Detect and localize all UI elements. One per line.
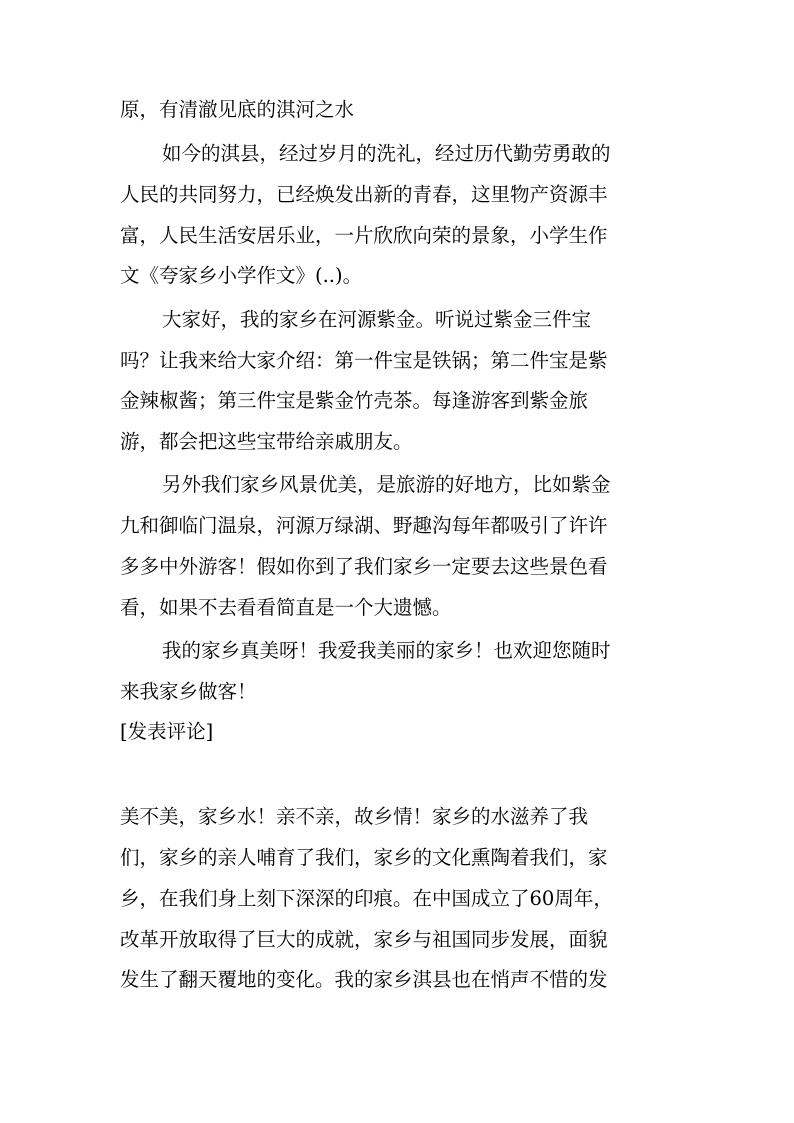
text-line: 文《夸家乡小学作文》(..)。 — [120, 264, 363, 287]
text-line: 美不美，家乡水！亲不亲，故乡情！家乡的水滋养了我 — [120, 805, 589, 828]
text-line: 乡，在我们身上刻下深深的印痕。在中国成立了60周年， — [120, 887, 613, 910]
text-line: 金辣椒酱；第三件宝是紫金竹壳茶。每逢游客到紫金旅 — [120, 389, 589, 412]
text-line: 九和御临门温泉，河源万绿湖、野趣沟每年都吸引了许许 — [120, 514, 608, 537]
text-line: 游，都会把这些宝带给亲戚朋友。 — [120, 430, 413, 453]
text-line: 大家好，我的家乡在河源紫金。听说过紫金三件宝 — [162, 308, 592, 331]
text-line: 富，人民生活安居乐业，一片欣欣向荣的景象，小学生作 — [120, 224, 608, 247]
text-line: 如今的淇县，经过岁月的洗礼，经过历代勤劳勇敢的 — [162, 142, 611, 165]
text-line: 们，家乡的亲人哺育了我们，家乡的文化熏陶着我们，家 — [120, 846, 608, 869]
text-line: 看，如果不去看看简直是一个大遗憾。 — [120, 596, 452, 619]
text-line: 原，有清澈见底的淇河之水 — [120, 98, 355, 121]
text-line: 吗？让我来给大家介绍：第一件宝是铁锅；第二件宝是紫 — [120, 349, 608, 372]
comment-link[interactable]: [发表评论] — [120, 720, 214, 743]
text-line: 人民的共同努力，已经焕发出新的青春，这里物产资源丰 — [120, 183, 608, 206]
text-line: 我的家乡真美呀！我爱我美丽的家乡！也欢迎您随时 — [162, 639, 611, 662]
text-line: 另外我们家乡风景优美，是旅游的好地方，比如紫金 — [162, 473, 611, 496]
text-line: 改革开放取得了巨大的成就，家乡与祖国同步发展，面貌 — [120, 928, 608, 951]
text-line: 发生了翻天覆地的变化。我的家乡淇县也在悄声不惜的发 — [120, 968, 608, 991]
text-line: 多多中外游客！假如你到了我们家乡一定要去这些景色看 — [120, 555, 608, 578]
text-line: 来我家乡做客！ — [120, 680, 257, 703]
